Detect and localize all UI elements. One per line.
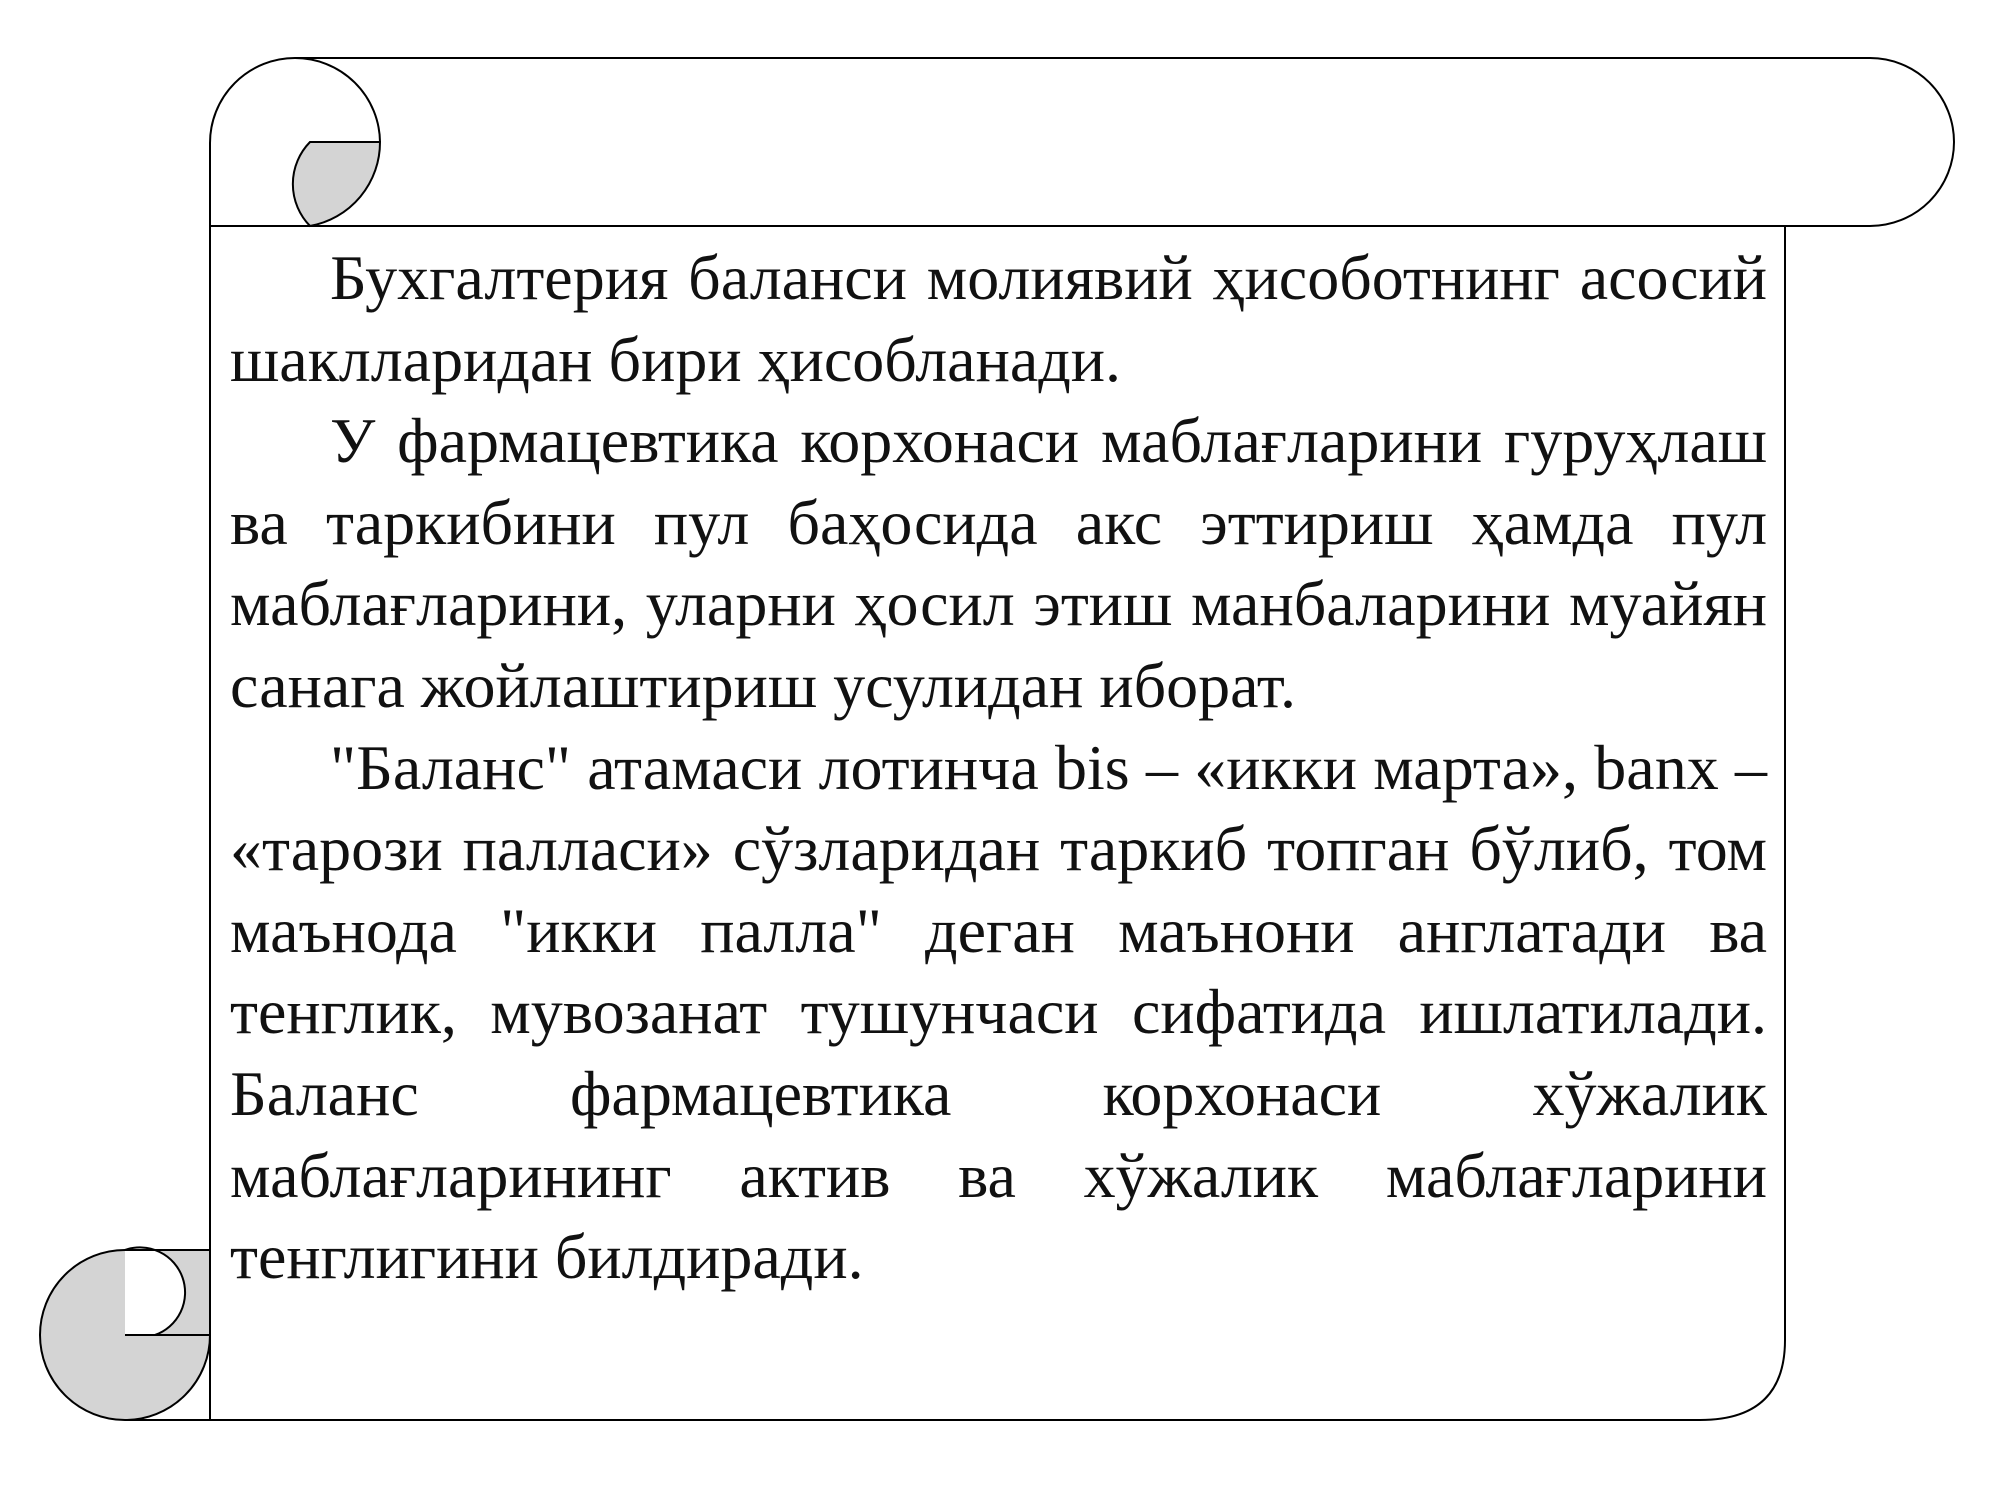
scroll-top-roll bbox=[210, 58, 1954, 226]
scroll-text-block bbox=[230, 237, 1767, 1298]
paragraph-balance-etymology: "Баланс" атамаси лотинча bis – «икки марта», banх – «тарози палласи» сўзларидан таркиб топган бўлиб, том маънода "икки палла" деган маънони англатади ва тенглик, мувозанат тушунчаси сифатида ишлатилади. Баланс фармацевтика корхонаси хўжалик маблағларининг актив ва хўжалик маблағларини тенглигини билдиради. bbox=[230, 731, 1767, 1293]
paragraph-balance-definition: Бухгалтерия баланси молиявий ҳисоботнинг асосий шаклларидан бири ҳисобланади. bbox=[230, 242, 1767, 395]
paragraph-balance-method: У фармацевтика корхонаси маблағларини гуруҳлаш ва таркибини пул баҳосида акс эттириш ҳамда пул маблағларини, уларни ҳосил этиш манбаларини муайян санага жойлаштириш усулидан иборат. bbox=[230, 405, 1767, 721]
